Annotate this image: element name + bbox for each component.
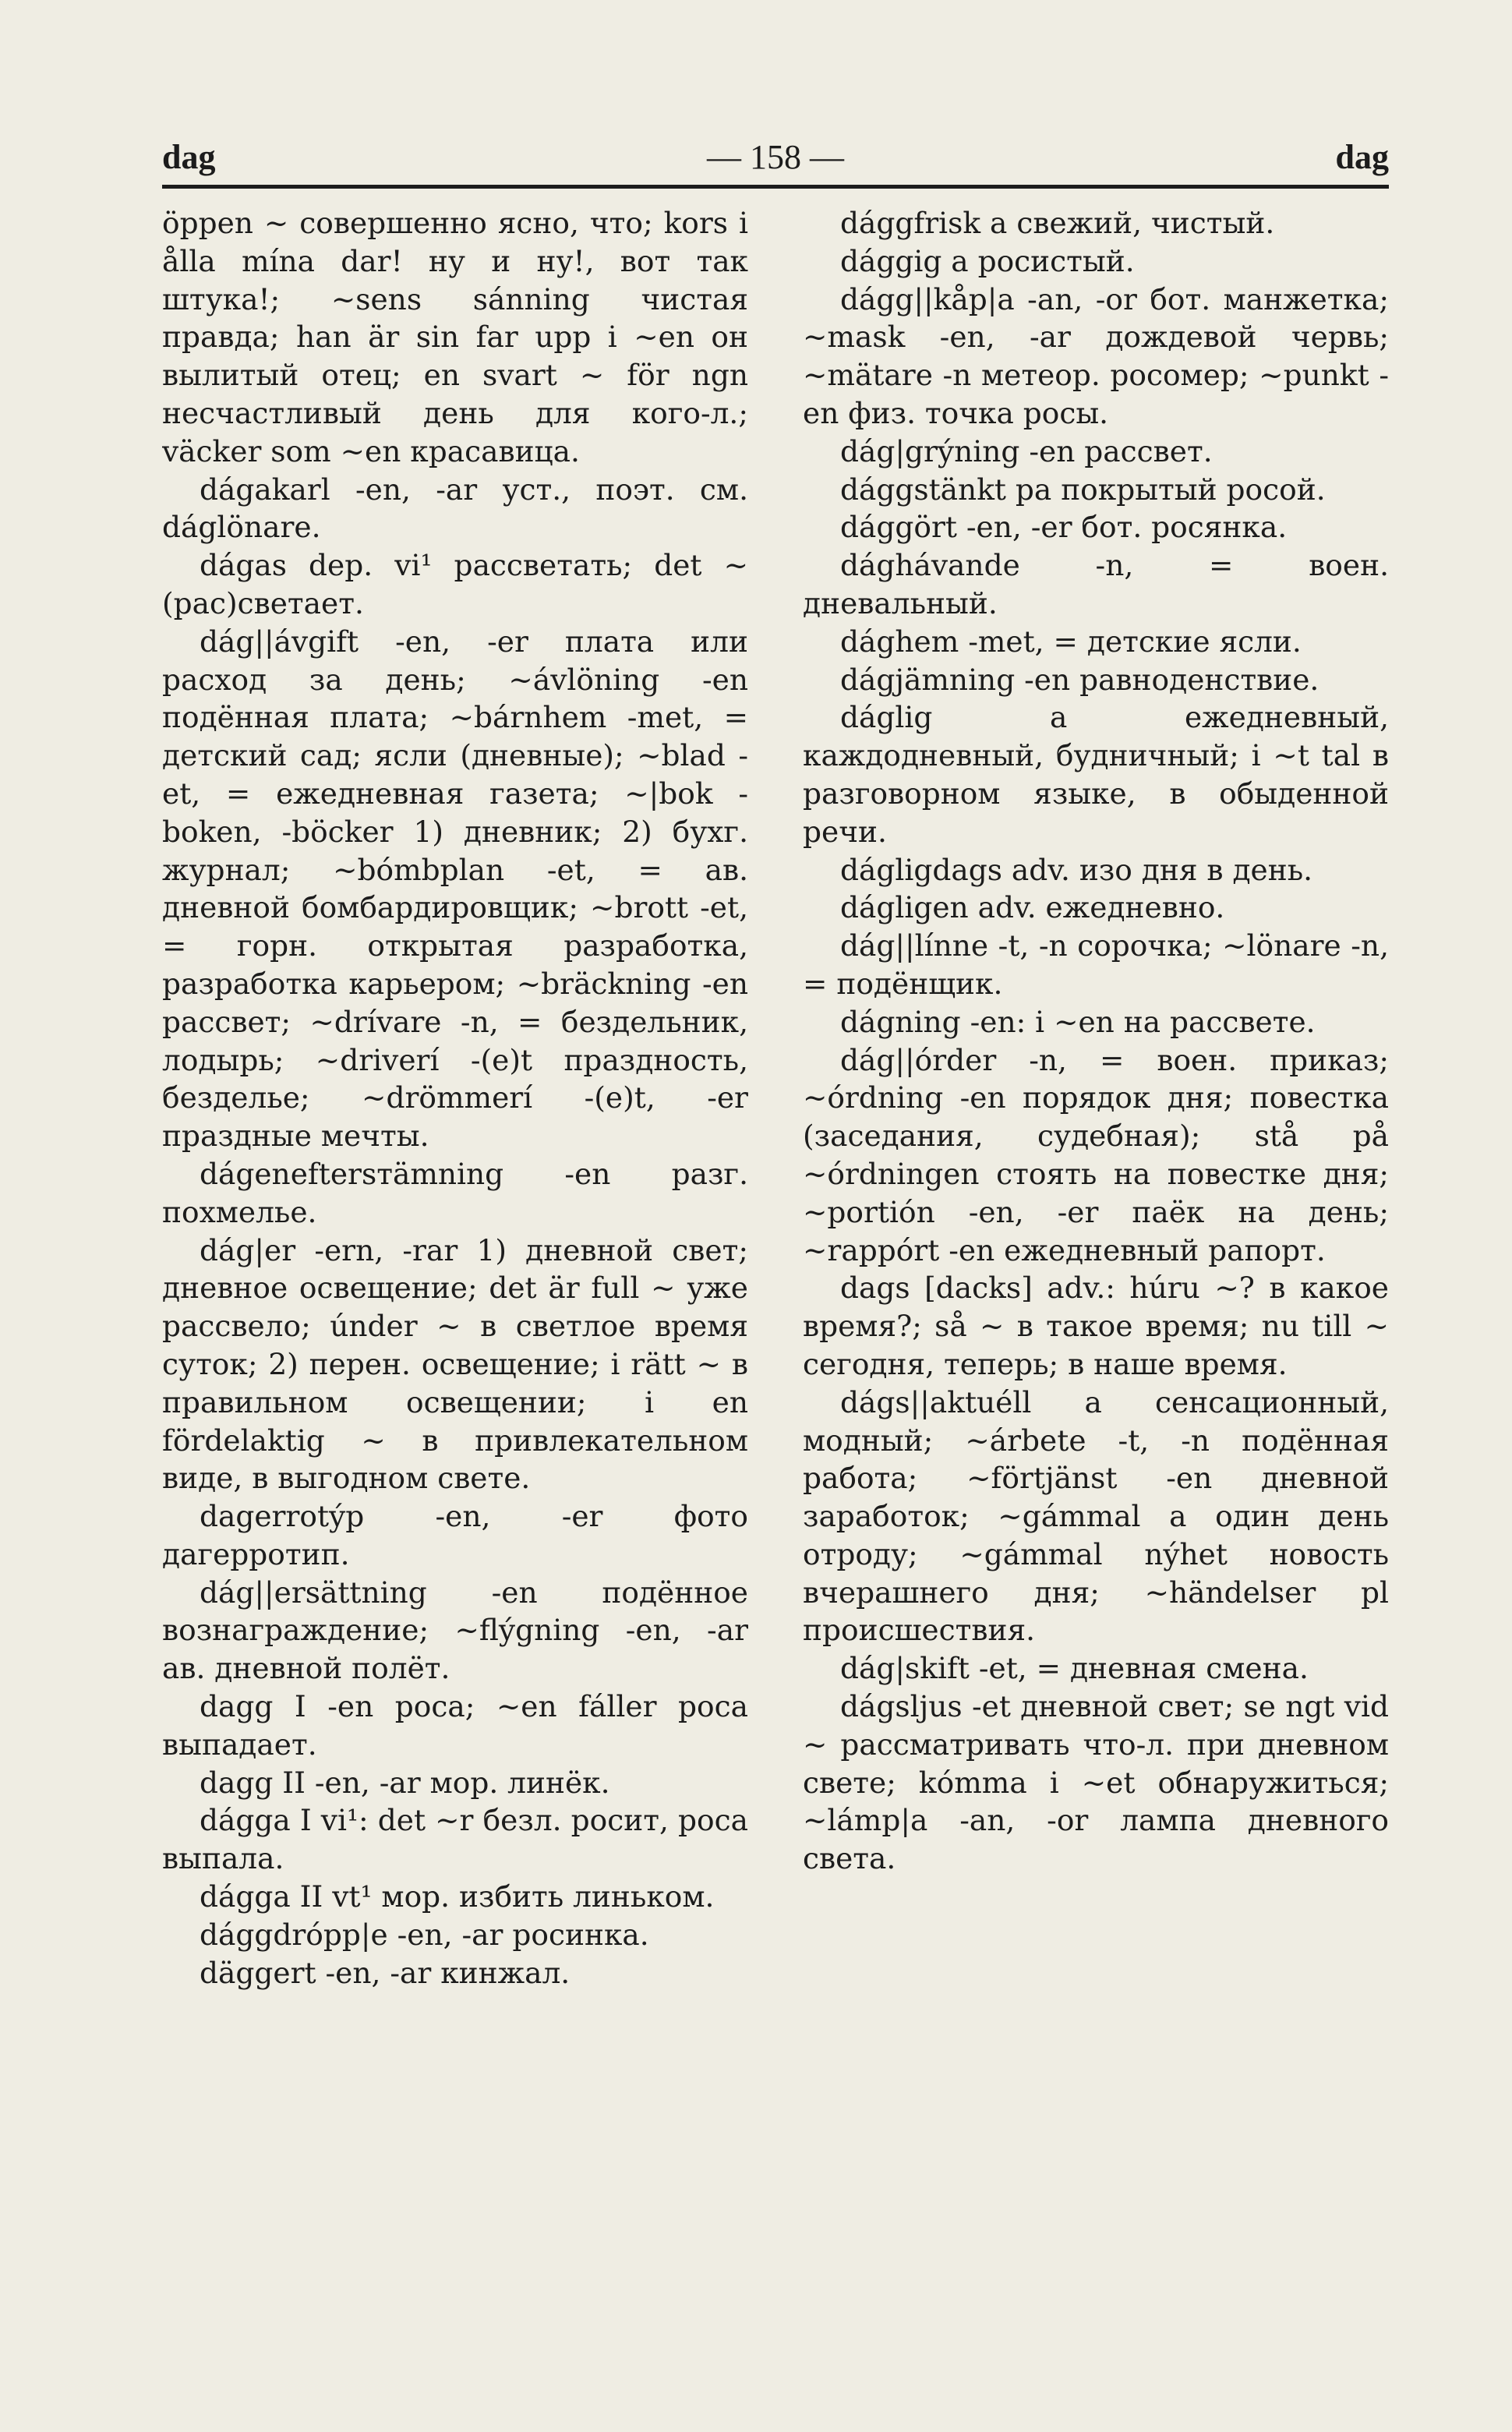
dictionary-entry: dággig a росистый.: [840, 243, 1135, 278]
dictionary-entry: dáglig a ежедневный, каждодневный, будничный; i ~t tal в разговорном языке, в обыденной речи.: [803, 700, 1389, 849]
header-rule: [162, 185, 1389, 189]
page-header: [162, 137, 1389, 184]
dictionary-entry: dágligen adv. ежедневно.: [840, 890, 1225, 925]
dictionary-entry: dágligdags adv. изо дня в день.: [840, 852, 1313, 887]
dictionary-entry: dagg I -en роса; ~en fáller роса выпадает.: [162, 1689, 748, 1762]
right-running-headword: dag: [1335, 138, 1389, 176]
dictionary-entry: dág||órder -n, = воен. приказ; ~órdning -en порядок дня; повестка (заседания, судебная); stå på ~órdningen стоять на повестке дня; ~portión -en, -er паёк на день; ~rappórt -en ежедневный рапорт.: [803, 1042, 1389, 1267]
dictionary-entry: dágg||kåp|a -an, -or бот. манжетка; ~mask -en, -ar дождевой червь; ~mätare -n метеор. росомер; ~punkt -en физ. точка росы.: [803, 281, 1389, 430]
dictionary-entry: dágakarl -en, -ar уст., поэт. см. dáglönare.: [162, 472, 748, 545]
dictionary-entry: dág|er -ern, -rar 1) дневной свет; дневное освещение; det är full ~ уже рассвело; únder ~ в светлое время суток; 2) перен. освещение; i rätt ~ в правильном освещении; i en fördelaktig ~ в привлекательном виде, в выгодном свете.: [162, 1232, 748, 1496]
dictionary-entry: dág||línne -t, -n сорочка; ~lönare -n, = подёнщик.: [803, 928, 1389, 1001]
dictionary-entry: dágas dep. vi¹ рассветать; det ~ (рас)светает.: [162, 548, 748, 620]
dictionary-entry: dággstänkt pa покрытый росой.: [840, 472, 1326, 507]
dictionary-entry: dágga II vt¹ мор. избить линьком.: [200, 1879, 715, 1914]
dictionary-entry: dághávande -n, = воен. дневальный.: [803, 548, 1389, 620]
dictionary-entry: dágga I vi¹: det ~r безл. росит, роса выпала.: [162, 1803, 748, 1876]
dictionary-entry: dags [dacks] adv.: húru ~? в какое время?; så ~ в такое время; nu till ~ сегодня, теперь; в наше время.: [803, 1271, 1389, 1381]
dictionary-entry: dággört -en, -er бот. росянка.: [840, 510, 1288, 545]
dictionary-entry: öppen ~ совершенно ясно, что; kors i ålla mína dar! ну и ну!, вот так штука!; ~sens sánning чистая правда; han är sin far upp i ~en он вылитый отец; en svart ~ för ngn несчастливый день для кого-л.; väcker som ~en красавица.: [162, 206, 748, 468]
dictionary-entry: dág||ersättning -en подённое вознаграждение; ~flýgning -en, -ar ав. дневной полёт.: [162, 1575, 748, 1686]
dictionary-entry: dág|skift -et, = дневная смена.: [840, 1651, 1309, 1686]
dictionary-entry: dagerrotýp -en, -er фото дагерротип.: [162, 1499, 748, 1571]
dictionary-entry: dágning -en: i ~en на рассвете.: [840, 1004, 1316, 1039]
dictionary-entry: dággfrisk a свежий, чистый.: [840, 206, 1275, 240]
left-running-headword: dag: [162, 138, 216, 176]
left-column: [162, 204, 748, 2356]
right-column: [803, 204, 1389, 2356]
dictionary-entry: dág|grýning -en рассвет.: [840, 433, 1213, 468]
dictionary-entry: däggert -en, -ar кинжал.: [200, 1955, 571, 1990]
page-number: — 158 —: [707, 138, 844, 176]
dictionary-entry: dágeneftersтämning -en разг. похмелье.: [162, 1156, 748, 1229]
dictionary-entry: dággdrópp|e -en, -ar росинка.: [200, 1917, 649, 1952]
dictionary-entry: dághem -met, = детские ясли.: [840, 624, 1302, 659]
dictionary-entry: dágjämning -en равноденствие.: [840, 662, 1319, 697]
dictionary-entry: dagg II -en, -ar мор. линёк.: [200, 1765, 610, 1800]
dictionary-entry: dágs||aktuéll a сенсационный, модный; ~árbete -t, -n подённая работа; ~förtjänst -en дневной заработок; ~gámmal a один день отроду; ~gámmal nýhet новость вчерашнего дня; ~händelser pl происшествия.: [803, 1384, 1389, 1648]
dictionary-entry: dág||ávgift -en, -er плата или расход за день; ~ávlöning -en подённая плата; ~bárnhem -met, = детский сад; ясли (дневные); ~blad -et, = ежедневная газета; ~|bok -boken, -böcker 1) дневник; 2) бухг. журнал; ~bómbplan -et, = ав. дневной бомбардировщик; ~brott -et, = горн. открытая разработка, разработка карьером; ~bräckning -en рассвет; ~drívare -n, = бездельник, лодырь; ~driverí -(e)t праздность, безделье; ~drömmerí -(e)t, -er праздные мечты.: [162, 624, 748, 1154]
dictionary-entry: dágsljus -et дневной свет; se ngt vid ~ рассматривать что-л. при дневном свете; kómma i ~et обнаружиться; ~lámp|a -an, -or лампа дневного света.: [803, 1689, 1389, 1876]
